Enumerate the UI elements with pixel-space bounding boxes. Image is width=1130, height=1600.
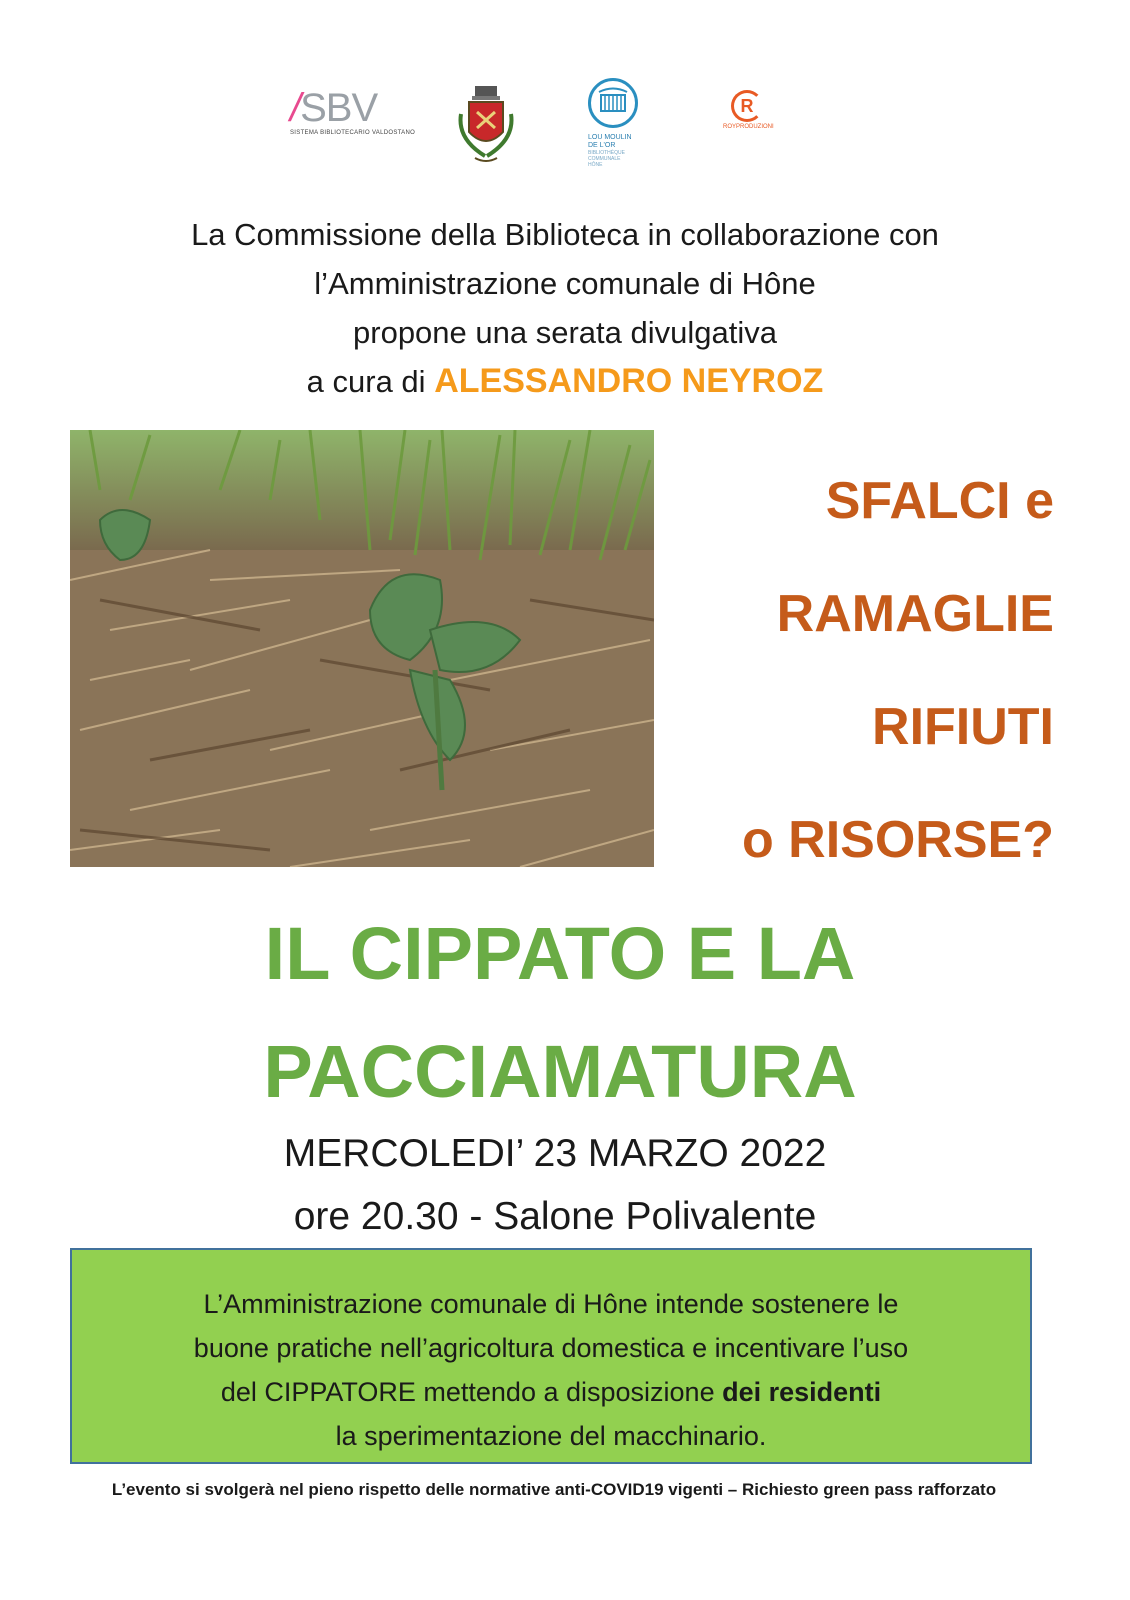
box-line-4: la sperimentazione del macchinario. xyxy=(335,1421,767,1451)
sbv-mark: SBV xyxy=(300,86,378,130)
event-title xyxy=(0,895,1120,1131)
intro-line-2: l’Amministrazione comunale di Hône xyxy=(314,266,816,301)
logo-bar xyxy=(0,78,1130,188)
question-line-1: SFALCI e xyxy=(825,472,1054,530)
municipal-crest-icon xyxy=(455,84,517,166)
question-line-4: o RISORSE? xyxy=(741,811,1054,869)
sbv-subtitle: SISTEMA BIBLIOTECARIO VALDOSTANO xyxy=(290,130,416,136)
intro-line-1: La Commissione della Biblioteca in collaborazione con xyxy=(191,217,939,252)
intro-prefix: a cura di xyxy=(306,364,426,399)
intro-line-4 xyxy=(0,357,1130,406)
box-line-3 xyxy=(72,1370,1030,1414)
question-line-2: RAMAGLIE xyxy=(776,585,1054,643)
title-line-2: PACCIAMATURA xyxy=(263,1030,857,1113)
box-line-3-prefix: del CIPPATORE mettendo a disposizione xyxy=(220,1377,715,1407)
intro-line-3: propone una serata divulgativa xyxy=(353,315,777,350)
event-when xyxy=(0,1122,1110,1248)
mulch-plant-photo xyxy=(70,430,654,867)
event-time-place: ore 20.30 - Salone Polivalente xyxy=(293,1195,817,1238)
question-line-3: RIFIUTI xyxy=(872,698,1054,756)
title-line-1: IL CIPPATO E LA xyxy=(264,912,856,995)
info-box xyxy=(70,1248,1032,1464)
covid-footer: L’evento si svolgerà nel pieno rispetto delle normative anti-COVID19 vigenti – Richiesto green pass rafforzato xyxy=(111,1480,997,1499)
box-line-3-bold: dei residenti xyxy=(722,1377,882,1407)
moulin-small-2: COMMUNALE xyxy=(588,156,621,162)
sbv-logo: /SBV SISTEMA BIBLIOTECARIO VALDOSTANO xyxy=(290,86,416,136)
wheel-icon xyxy=(588,78,638,128)
box-line-1: L’Amministrazione comunale di Hône intende sostenere le xyxy=(203,1289,899,1319)
roy-produzioni-logo xyxy=(723,90,793,130)
intro-text xyxy=(0,210,1130,406)
roy-mark: R xyxy=(731,90,763,122)
moulin-line-2: DE L'OR xyxy=(588,142,616,149)
roy-subtitle: ROYPRODUZIONI xyxy=(723,124,774,130)
event-date: MERCOLEDI’ 23 MARZO 2022 xyxy=(283,1132,827,1175)
moulin-line-1: LOU MOULIN xyxy=(588,134,632,141)
speaker-name: ALESSANDRO NEYROZ xyxy=(434,362,824,400)
moulin-small-3: HÔNE xyxy=(588,162,603,168)
moulin-small-1: BIBLIOTHÈQUE xyxy=(588,150,625,156)
moulin-library-logo xyxy=(588,78,678,168)
question-heading xyxy=(742,445,1054,897)
box-line-2: buone pratiche nell’agricoltura domestica e incentivare l’uso xyxy=(193,1333,909,1363)
